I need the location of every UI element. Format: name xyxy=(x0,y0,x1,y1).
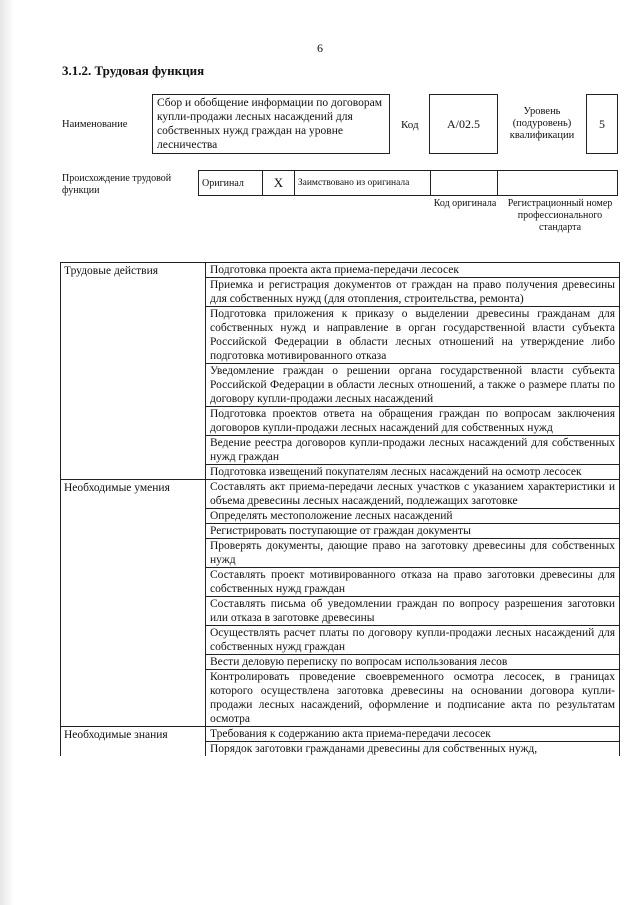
function-code-box: A/02.5 xyxy=(429,94,498,154)
table-cell: Ведение реестра договоров купли-продажи лесных насаждений для собственных нужд граждан xyxy=(206,436,620,465)
section-title-required-knowledge: Необходимые знания xyxy=(61,727,206,757)
qualification-level-label: Уровень (подуровень) квалификации xyxy=(509,106,575,141)
table-cell: Составлять письма об уведомлении граждан по вопросу разрешения заготовки или отказа в заготовке древесины xyxy=(206,597,620,626)
origin-reg-number-cell xyxy=(498,171,618,196)
table-cell: Осуществлять расчет платы по договору купли-продажи лесных насаждений для собственных нужд граждан xyxy=(206,626,620,655)
function-name-box: Сбор и обобщение информации по договорам купли-продажи лесных насаждений для собственных нужд граждан на уровне лесничества xyxy=(152,94,390,154)
name-label: Наименование xyxy=(62,119,128,130)
table-cell: Приемка и регистрация документов от граждан на право получения древесины для собственных нужд (для отопления, строительства, ремонта) xyxy=(206,278,620,307)
qualification-level-box: 5 xyxy=(586,94,618,154)
table-cell: Вести деловую переписку по вопросам использования лесов xyxy=(206,655,620,670)
origin-original-label: Оригинал xyxy=(199,171,263,196)
page-number: 6 xyxy=(317,41,323,55)
origin-label: Происхождение трудовой функции xyxy=(62,173,172,196)
table-cell: Определять местоположение лесных насаждений xyxy=(206,509,620,524)
table-cell: Составлять проект мотивированного отказа на право заготовки древесины для собственных нужд граждан xyxy=(206,568,620,597)
table-cell: Уведомление граждан о решении органа государственной власти субъекта Российской Федерации в области лесных отношений, а также о размере платы по договору купли-продажи лесных насаждений xyxy=(206,364,620,407)
table-cell: Подготовка приложения к приказу о выделении древесины гражданам для собственных нужд и направление в орган государственной власти субъекта Российской Федерации в области лесных отношений на утверждение либо подготовка мотивированного отказа xyxy=(206,307,620,364)
table-row xyxy=(61,480,620,509)
table-cell: Составлять акт приема-передачи лесных участков с указанием характеристики и объема древесины лесных насаждений, подлежащих заготовке xyxy=(206,480,620,509)
origin-reg-caption: Регистрационный номер профессионального стандарта xyxy=(507,198,613,233)
table-cell: Подготовка извещений покупателям лесных насаждений на осмотр лесосек xyxy=(206,465,620,480)
code-label: Код xyxy=(401,119,419,131)
labor-function-table xyxy=(60,262,620,756)
table-cell: Проверять документы, дающие право на заготовку древесины для собственных нужд xyxy=(206,539,620,568)
table-row xyxy=(61,263,620,278)
section-heading: 3.1.2. Трудовая функция xyxy=(62,63,205,78)
section-title-required-skills: Необходимые умения xyxy=(61,480,206,727)
origin-code-caption: Код оригинала xyxy=(433,198,497,209)
origin-table xyxy=(198,170,618,196)
table-cell: Требования к содержанию акта приема-передачи лесосек xyxy=(206,727,620,742)
scan-edge-shadow xyxy=(0,0,14,905)
origin-original-mark: X xyxy=(262,171,294,196)
table-cell: Подготовка проектов ответа на обращения граждан по вопросам заключения договоров купли-продажи лесных насаждений для собственных нужд xyxy=(206,407,620,436)
section-title-labor-actions: Трудовые действия xyxy=(61,263,206,480)
table-cell: Порядок заготовки гражданами древесины для собственных нужд, xyxy=(206,742,620,757)
table-cell: Регистрировать поступающие от граждан документы xyxy=(206,524,620,539)
table-row xyxy=(61,727,620,742)
table-cell: Контролировать проведение своевременного осмотра лесосек, в границах которого осуществлена заготовка древесины на основании договора купли-продажи лесных насаждений, оформление и подписание акта по результатам осмотра xyxy=(206,670,620,727)
table-cell: Подготовка проекта акта приема-передачи лесосек xyxy=(206,263,620,278)
origin-code-cell xyxy=(430,171,498,196)
origin-borrowed-label: Заимствовано из оригинала xyxy=(294,171,430,196)
